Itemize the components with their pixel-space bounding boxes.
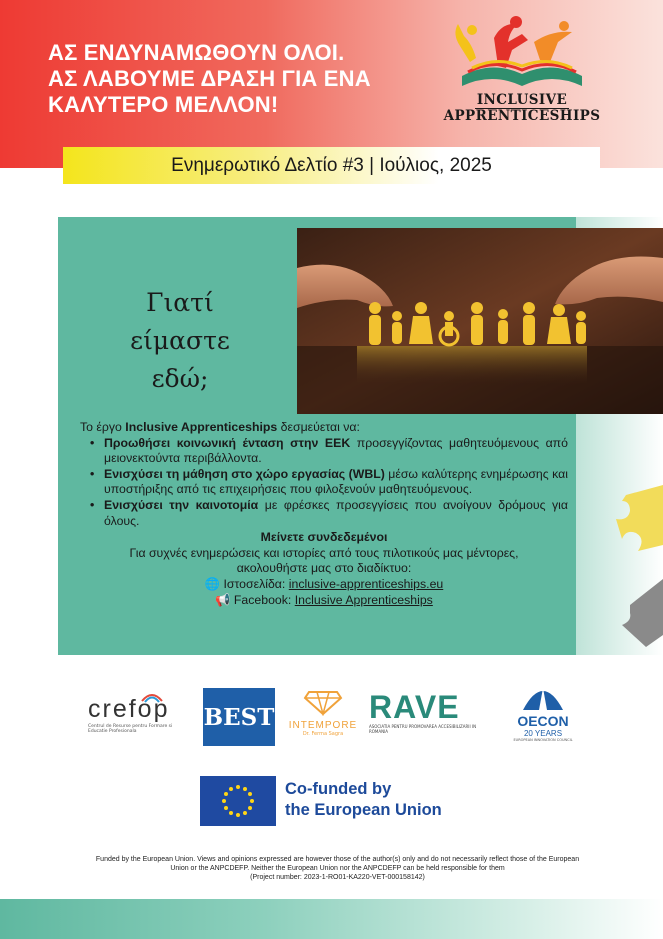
goal-bold: Ενισχύσει τη μάθηση στο χώρο εργασίας (WBL) — [104, 466, 385, 481]
slogan-line: ΑΣ ΛΑΒΟΥΜΕ ΔΡΑΣΗ ΓΙΑ ΕΝΑ — [48, 66, 371, 91]
co-funded-line: Co-funded by — [285, 780, 392, 798]
eu-flag — [200, 776, 276, 826]
best-wordmark: BEST — [203, 703, 275, 731]
oecon-years: 20 YEARS — [523, 729, 563, 738]
globe-icon: 🌐 — [204, 576, 221, 591]
list-item — [90, 498, 568, 529]
why-line: Γιατί — [146, 288, 214, 317]
goal-bold: Ενισχύσει την καινοτομία — [104, 497, 259, 512]
facebook-link[interactable]: Inclusive Apprenticeships — [294, 592, 433, 607]
list-item — [90, 436, 568, 467]
goal-bold: Προωθήσει κοινωνική ένταση στην ΕΕΚ — [104, 435, 351, 450]
stay-connected-heading — [80, 530, 568, 546]
rave-logo — [369, 690, 481, 746]
crefop-wordmark: crefop — [88, 695, 170, 723]
why-heading — [100, 284, 260, 398]
newsletter-label: Ενημερωτικό Δελτίο #3 | Ιούλιος, 2025 — [171, 154, 492, 176]
rave-wordmark: RAVE — [369, 689, 460, 725]
intempore-logo — [285, 686, 361, 748]
project-number: (Project number: 2023-1-RO01-KA220-VET-000158142) — [250, 874, 425, 881]
oecon-logo — [505, 680, 581, 750]
oecon-subtitle: EUROPEAN INNOVATION COUNCIL — [513, 738, 573, 742]
website-row — [80, 577, 568, 593]
list-item — [90, 467, 568, 498]
road-icon — [523, 680, 563, 710]
crefop-logo — [88, 695, 188, 745]
intro-suffix: δεσμεύεται να: — [277, 420, 360, 434]
stay-connected-text: Μείνετε συνδεδεμένοι — [260, 530, 388, 545]
project-name: Inclusive Apprenticeships — [125, 420, 278, 434]
eu-stars-icon — [200, 776, 276, 826]
co-funded-line: the European Union — [285, 801, 442, 819]
co-funded-text — [285, 779, 442, 821]
oecon-wordmark: OECON — [517, 713, 569, 729]
intro-prefix: Το έργο — [80, 420, 126, 434]
best-logo — [203, 688, 275, 746]
footer-bar — [0, 899, 663, 939]
logo-wordmark — [432, 92, 612, 124]
slogan-line: ΑΣ ΕΝΔΥΝΑΜΩΘΟΥΝ ΟΛΟΙ. — [48, 40, 345, 65]
diamond-icon — [303, 686, 343, 716]
intempore-subtitle: Dr. Ferma Sagra — [302, 731, 344, 737]
follow-line: Για συχνές ενημερώσεις και ιστορίες από τους πιλοτικούς μας μέντορες, — [129, 545, 519, 560]
partner-logos — [0, 680, 663, 760]
goal-text: με φρέσκες προσεγγίσεις που ανοίγουν δρόμους για όλους. — [104, 497, 569, 528]
logo-text-apprenticeships: APPRENTICESHIPS — [443, 108, 601, 124]
logo-text-inclusive: INCLUSIVE — [476, 92, 568, 108]
intro-line — [80, 420, 568, 436]
rave-subtitle: ASOCIATIA PENTRU PROMOVAREA ACCESIBILIZARII IN ROMANIA — [369, 724, 477, 734]
inclusion-hands-photo — [297, 228, 663, 414]
goal-text: προσεγγίζοντας μαθητευόμενους από μειονεκτούντα περιβάλλοντα. — [104, 435, 568, 466]
website-link[interactable]: inclusive-apprenticeships.eu — [288, 576, 444, 591]
intempore-wordmark: INTEMPORE — [288, 720, 358, 731]
website-label: Ιστοσελίδα: — [223, 576, 289, 591]
project-description — [80, 420, 568, 608]
follow-line: ακολουθήστε μας στο διαδίκτυο: — [236, 561, 412, 576]
why-line: εδώ; — [151, 364, 209, 393]
megaphone-icon: 📢 — [215, 592, 231, 607]
newsletter-issue-bar — [63, 147, 600, 184]
facebook-row — [80, 593, 568, 609]
facebook-label: Facebook: — [233, 592, 295, 607]
goal-text: μέσω καλύτερης ενημέρωσης και υποστήριξης από τις επιχειρήσεις που φιλοξενούν μαθητευόμενους. — [104, 466, 568, 497]
disclaimer-line: Union or the ANPCDEFP. Neither the European Union nor the ANPCDEFP can be held responsible for them — [170, 865, 505, 872]
why-line: είμαστε — [130, 326, 230, 355]
hands-figures-image — [297, 228, 663, 414]
inclusive-apprenticeships-logo — [432, 16, 612, 130]
crefop-arc-icon — [140, 691, 164, 703]
slogan — [48, 40, 428, 118]
crefop-subtitle: Centrul de Resurse pentru Formare si Educatie Profesionala — [88, 724, 173, 734]
funding-disclaimer — [70, 855, 605, 882]
disclaimer-line: Funded by the European Union. Views and opinions expressed are however those of the author(s) only and do not necessarily reflect those of the European — [95, 856, 580, 863]
book-people-icon — [432, 16, 612, 96]
puzzle-pieces-decoration — [586, 475, 663, 661]
goals-list — [90, 436, 568, 530]
slogan-line: ΚΑΛΥΤΕΡΟ ΜΕΛΛΟΝ! — [48, 92, 279, 117]
